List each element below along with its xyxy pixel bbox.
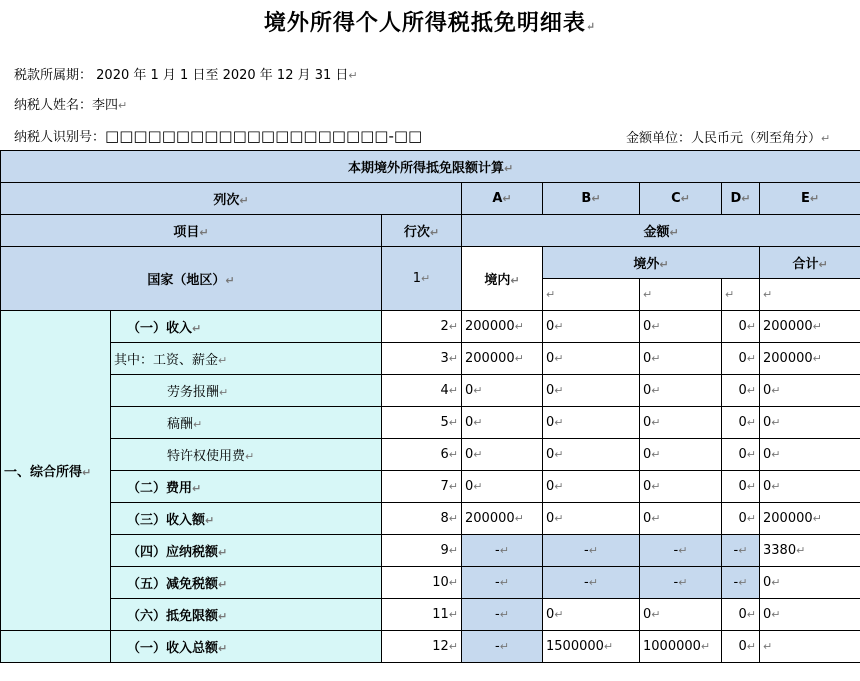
section-title: 本期境外所得抵免限额计算↵: [1, 151, 860, 183]
cell-b[interactable]: 1500000↵: [543, 631, 640, 663]
cell-a: -↵: [462, 599, 543, 631]
row-no: 3↵: [382, 343, 462, 375]
row-label: （四）应纳税额↵: [111, 535, 382, 567]
cell-b[interactable]: 0↵: [543, 343, 640, 375]
col-e: E↵: [760, 183, 860, 215]
cell-b[interactable]: 0↵: [543, 439, 640, 471]
cell-c[interactable]: 0↵: [640, 343, 722, 375]
cell-e[interactable]: 3380↵: [760, 535, 860, 567]
row-label: （三）收入额↵: [111, 503, 382, 535]
cell-d[interactable]: 0↵: [722, 439, 760, 471]
row-label: （一）收入↵: [111, 311, 382, 343]
taxpayer-id: 纳税人识别号：□□□□□□□□□□□□□□□□□□□□-□□: [14, 127, 423, 145]
table-row: [1, 343, 860, 375]
row-no: 9↵: [382, 535, 462, 567]
cell-b: -↵: [543, 567, 640, 599]
cell-a: -↵: [462, 535, 543, 567]
cell-a[interactable]: 0↵: [462, 439, 543, 471]
foreign-header: 境外↵: [543, 247, 760, 279]
foreign-country-3[interactable]: ↵: [722, 279, 760, 311]
page-title: 境外所得个人所得税抵免明细表↵: [263, 10, 597, 36]
cell-b[interactable]: 0↵: [543, 407, 640, 439]
domestic-header: 境内↵: [462, 247, 543, 311]
cell-a: -↵: [462, 631, 543, 663]
col-a: A↵: [462, 183, 543, 215]
row-label: 特许权使用费↵: [111, 439, 382, 471]
tax-period-value: 2020 年 1 月 1 日至 2020 年 12 月 31 日: [96, 68, 349, 83]
row-label: （六）抵免限额↵: [111, 599, 382, 631]
table-row: [1, 631, 860, 663]
foreign-country-1[interactable]: ↵: [543, 279, 640, 311]
cell-d: -↵: [722, 567, 760, 599]
row-label: 稿酬↵: [111, 407, 382, 439]
cell-c[interactable]: 0↵: [640, 439, 722, 471]
cell-a[interactable]: 0↵: [462, 375, 543, 407]
cell-d[interactable]: 0↵: [722, 503, 760, 535]
table-row: [1, 567, 860, 599]
row-no: 8↵: [382, 503, 462, 535]
total-country-cell[interactable]: ↵: [760, 279, 860, 311]
cell-d: -↵: [722, 535, 760, 567]
cell-c: -↵: [640, 535, 722, 567]
currency-unit: 金额单位：人民币元（列至角分）↵: [626, 131, 831, 146]
cell-d[interactable]: 0↵: [722, 311, 760, 343]
row-label: （二）费用↵: [111, 471, 382, 503]
cell-d[interactable]: 0↵: [722, 599, 760, 631]
cell-d[interactable]: 0↵: [722, 375, 760, 407]
row-label: 其中：工资、薪金↵: [111, 343, 382, 375]
table-row: [1, 599, 860, 631]
cell-c[interactable]: 1000000↵: [640, 631, 722, 663]
cell-e[interactable]: 0↵: [760, 407, 860, 439]
table-row: [1, 535, 860, 567]
col-header-label: 列次↵: [1, 183, 462, 215]
tax-period: 税款所属期： 2020 年 1 月 1 日至 2020 年 12 月 31 日↵: [14, 68, 358, 83]
row-no-header: 行次↵: [382, 215, 462, 247]
cell-a[interactable]: 200000↵: [462, 311, 543, 343]
col-c: C↵: [640, 183, 722, 215]
row-no: 5↵: [382, 407, 462, 439]
cell-a[interactable]: 0↵: [462, 471, 543, 503]
table-row: [1, 439, 860, 471]
table-row: [1, 375, 860, 407]
row-label: （五）减免税额↵: [111, 567, 382, 599]
col-d: D↵: [722, 183, 760, 215]
row-no: 6↵: [382, 439, 462, 471]
cell-c: -↵: [640, 567, 722, 599]
cell-d[interactable]: 0↵: [722, 407, 760, 439]
amount-header: 金额↵: [462, 215, 860, 247]
taxpayer-name-value: 李四: [92, 98, 119, 113]
cell-e[interactable]: 0↵: [760, 471, 860, 503]
cell-d[interactable]: 0↵: [722, 631, 760, 663]
cell-b[interactable]: 0↵: [543, 375, 640, 407]
country-row-no: 1↵: [382, 247, 462, 311]
cell-b[interactable]: 0↵: [543, 471, 640, 503]
cell-e[interactable]: 0↵: [760, 375, 860, 407]
total-header: 合计↵: [760, 247, 860, 279]
group-second: [1, 631, 111, 663]
table-row: [1, 407, 860, 439]
table-row: [1, 503, 860, 535]
cell-a[interactable]: 200000↵: [462, 343, 543, 375]
row-no: 7↵: [382, 471, 462, 503]
cell-c[interactable]: 0↵: [640, 503, 722, 535]
row-label: （一）收入总额↵: [111, 631, 382, 663]
cell-e[interactable]: 200000↵: [760, 343, 860, 375]
table-row: [1, 311, 860, 343]
row-no: 12↵: [382, 631, 462, 663]
cell-c[interactable]: 0↵: [640, 599, 722, 631]
cell-c[interactable]: 0↵: [640, 407, 722, 439]
row-no: 10↵: [382, 567, 462, 599]
cell-c[interactable]: 0↵: [640, 471, 722, 503]
cell-a[interactable]: 200000↵: [462, 503, 543, 535]
cell-d[interactable]: 0↵: [722, 471, 760, 503]
item-header: 项目↵: [1, 215, 382, 247]
taxpayer-name: 纳税人姓名：李四↵: [14, 98, 128, 113]
cell-a: -↵: [462, 567, 543, 599]
cell-e[interactable]: 200000↵: [760, 503, 860, 535]
cell-e[interactable]: 200000↵: [760, 311, 860, 343]
cell-e[interactable]: 0↵: [760, 599, 860, 631]
cell-e[interactable]: 0↵: [760, 439, 860, 471]
cell-e[interactable]: 0↵: [760, 567, 860, 599]
credit-table: [0, 150, 860, 663]
cell-c[interactable]: 0↵: [640, 375, 722, 407]
country-header: 国家（地区）↵: [1, 247, 382, 311]
cell-b[interactable]: 0↵: [543, 311, 640, 343]
row-label: 劳务报酬↵: [111, 375, 382, 407]
row-no: 4↵: [382, 375, 462, 407]
table-row: [1, 471, 860, 503]
cell-b[interactable]: 0↵: [543, 599, 640, 631]
group-comprehensive-income: 一、综合所得↵: [1, 311, 111, 631]
row-no: 11↵: [382, 599, 462, 631]
cell-e[interactable]: ↵: [760, 631, 860, 663]
cell-d[interactable]: 0↵: [722, 343, 760, 375]
foreign-country-2[interactable]: ↵: [640, 279, 722, 311]
taxpayer-id-boxes: □□□□□□□□□□□□□□□□□□□□-□□: [105, 127, 423, 145]
col-b: B↵: [543, 183, 640, 215]
row-no: 2↵: [382, 311, 462, 343]
cell-b: -↵: [543, 535, 640, 567]
cell-c[interactable]: 0↵: [640, 311, 722, 343]
cell-a[interactable]: 0↵: [462, 407, 543, 439]
cell-b[interactable]: 0↵: [543, 503, 640, 535]
